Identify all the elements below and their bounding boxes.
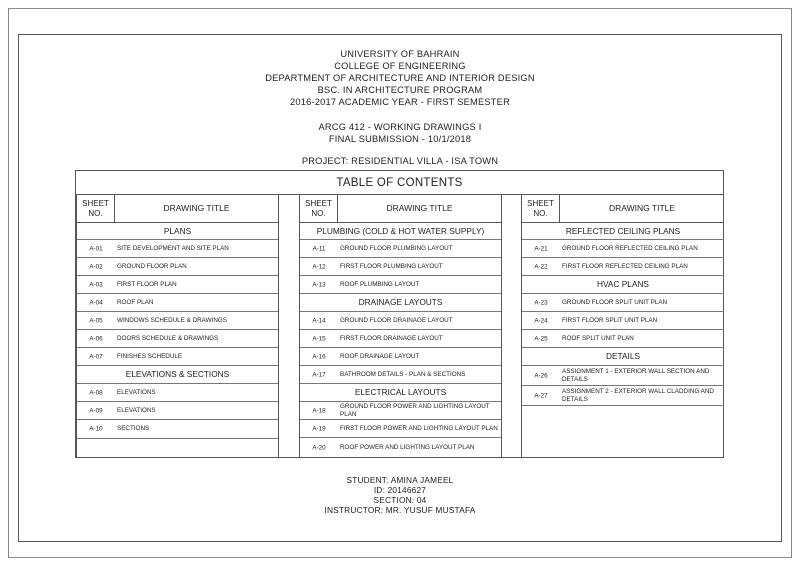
sheet-number: A-02: [89, 263, 103, 270]
student-id: ID: 20146627: [373, 485, 427, 495]
column-header: [77, 195, 278, 223]
sheet-number: A-22: [534, 263, 548, 270]
table-of-contents: [75, 170, 724, 458]
sheet-title: FIRST FLOOR REFLECTED CEILING PLAN: [562, 262, 688, 270]
department-name: DEPARTMENT OF ARCHITECTURE AND INTERIOR DESIGN: [265, 73, 535, 83]
section-plans: PLANS: [77, 223, 278, 240]
drawing-title-header: DRAWING TITLE: [163, 203, 230, 213]
sheet-number: A-26: [534, 372, 548, 379]
sheet-no-header: SHEET NO.: [77, 195, 115, 222]
sheet-title: ROOF POWER AND LIGHTING LAYOUT PLAN: [340, 444, 475, 451]
section-reflected-ceiling: REFLECTED CEILING PLANS: [522, 223, 724, 240]
sheet-number: A-03: [89, 281, 103, 288]
project-name: PROJECT: RESIDENTIAL VILLA - ISA TOWN: [301, 156, 499, 166]
sheet-number: A-24: [534, 317, 548, 324]
table-row: [77, 348, 278, 366]
sheet-number: A-23: [534, 299, 548, 306]
table-row: [300, 348, 501, 366]
section-electrical: ELECTRICAL LAYOUTS: [300, 384, 501, 402]
course-title: ARCG 412 - WORKING DRAWINGS I: [318, 122, 482, 132]
sheet-title: GROUND FLOOR PLAN: [117, 262, 187, 270]
section-elevations: ELEVATIONS & SECTIONS: [77, 366, 278, 384]
toc-column-2: [299, 195, 502, 457]
university-name: UNIVERSITY OF BAHRAIN: [340, 49, 460, 59]
sheet-title: SECTIONS: [117, 425, 150, 432]
sheet-title: ELEVATIONS: [117, 388, 156, 396]
table-row: [300, 438, 501, 458]
sheet-number: A-08: [89, 389, 103, 396]
table-row: [522, 240, 724, 258]
table-row: [77, 240, 278, 258]
table-row: [77, 258, 278, 276]
table-row: [522, 312, 724, 330]
table-row: [77, 312, 278, 330]
table-row: [77, 384, 278, 402]
sheet-number: A-21: [534, 245, 548, 252]
program-name: BSC. IN ARCHITECTURE PROGRAM: [317, 85, 483, 95]
sheet-title: DOORS SCHEDULE & DRAWINGS: [117, 334, 219, 342]
sheet-number: A-14: [312, 317, 326, 324]
table-row: [522, 330, 724, 348]
table-row: [300, 330, 501, 348]
table-row: [300, 276, 501, 294]
sheet-number: A-15: [312, 335, 326, 342]
sheet-title: BATHROOM DETAILS - PLAN & SECTIONS: [340, 370, 466, 378]
sheet-number: A-11: [312, 245, 326, 252]
table-row: [77, 420, 278, 439]
table-row: [522, 294, 724, 312]
sheet-title: ASSIGNMENT 1 - EXTERIOR WALL SECTION AND DETAILS: [562, 367, 710, 383]
sheet-no-header: SHEET NO.: [522, 195, 560, 222]
sheet-title: ROOF PLAN: [117, 298, 154, 306]
sheet-number: A-17: [312, 371, 326, 378]
sheet-title: ROOF PLUMBING LAYOUT: [340, 280, 420, 288]
sheet-number: A-20: [312, 444, 326, 452]
sheet-number: A-01: [89, 245, 103, 252]
sheet-no-header: SHEET NO.: [300, 195, 338, 222]
sheet-number: A-18: [312, 407, 326, 414]
sheet-title: FIRST FLOOR PLAN: [117, 280, 177, 288]
column-header: [300, 195, 501, 223]
section-number: SECTION: 04: [373, 495, 427, 505]
toc-column-3: [521, 195, 724, 457]
table-row: [77, 294, 278, 312]
submission-date: FINAL SUBMISSION - 10/1/2018: [328, 134, 472, 144]
sheet-number: A-04: [89, 299, 103, 306]
academic-year: 2016-2017 ACADEMIC YEAR - FIRST SEMESTER: [289, 97, 510, 107]
sheet-number: A-10: [89, 425, 103, 433]
table-row: [522, 258, 724, 276]
sheet-title: ROOF SPLIT UNIT PLAN: [562, 334, 634, 342]
sheet-title: ASSIGNMENT 2 - EXTERIOR WALL CLADDING AND DETAILS: [562, 387, 714, 403]
table-row: [77, 276, 278, 294]
sheet-number: A-27: [534, 392, 548, 399]
sheet-number: A-07: [89, 353, 103, 360]
table-row: [522, 366, 724, 386]
toc-title: TABLE OF CONTENTS: [76, 171, 723, 195]
table-row: [300, 312, 501, 330]
section-drainage: DRAINAGE LAYOUTS: [300, 294, 501, 312]
sheet-title: GROUND FLOOR SPLIT UNIT PLAN: [562, 298, 668, 306]
section-plumbing: PLUMBING (COLD & HOT WATER SUPPLY): [300, 223, 501, 240]
sheet-title: GROUND FLOOR POWER AND LIGHTING LAYOUT PLAN: [340, 402, 490, 418]
sheet-number: A-25: [534, 335, 548, 342]
table-row: [300, 258, 501, 276]
college-name: COLLEGE OF ENGINEERING: [334, 61, 466, 71]
table-row: [300, 240, 501, 258]
table-row: [300, 402, 501, 420]
sheet-title: FIRST FLOOR SPLIT UNIT PLAN: [562, 316, 658, 324]
sheet-number: A-13: [312, 281, 326, 288]
sheet-title: FIRST FLOOR DRAINAGE LAYOUT: [340, 334, 443, 342]
sheet-title: ROOF DRAINAGE LAYOUT: [340, 352, 420, 360]
sheet-number: A-09: [89, 407, 103, 414]
sheet-title: FINISHES SCHEDULE: [117, 352, 183, 360]
section-hvac: HVAC PLANS: [522, 276, 724, 294]
sheet-title: GROUND FLOOR DRAINAGE LAYOUT: [340, 316, 453, 324]
drawing-title-header: DRAWING TITLE: [608, 203, 676, 213]
sheet-number: A-19: [312, 425, 326, 432]
sheet-title: FIRST FLOOR PLUMBING LAYOUT: [340, 262, 443, 270]
section-details: DETAILS: [522, 348, 724, 366]
drawing-title-header: DRAWING TITLE: [386, 203, 453, 213]
sheet-number: A-12: [312, 263, 326, 270]
sheet-title: WINDOWS SCHEDULE & DRAWINGS: [117, 316, 227, 324]
sheet-title: FIRST FLOOR POWER AND LIGHTING LAYOUT PLAN: [340, 424, 498, 432]
table-row: [300, 420, 501, 438]
sheet-number: A-05: [89, 317, 103, 324]
table-row: [300, 366, 501, 384]
instructor-name: INSTRUCTOR: MR. YUSUF MUSTAFA: [324, 505, 476, 515]
toc-column-1: [76, 195, 279, 457]
sheet-number: A-06: [89, 335, 103, 342]
table-row: [77, 402, 278, 420]
table-row: [522, 386, 724, 406]
sheet-number: A-16: [312, 353, 326, 360]
table-row: [77, 330, 278, 348]
sheet-title: ELEVATIONS: [117, 406, 156, 414]
sheet-title: GROUND FLOOR PLUMBING LAYOUT: [340, 244, 453, 252]
sheet-title: GROUND FLOOR REFLECTED CEILING PLAN: [562, 244, 698, 252]
column-header: [522, 195, 724, 223]
student-name: STUDENT: AMINA JAMEEL: [346, 475, 454, 485]
sheet-title: SITE DEVELOPMENT AND SITE PLAN: [117, 244, 229, 252]
